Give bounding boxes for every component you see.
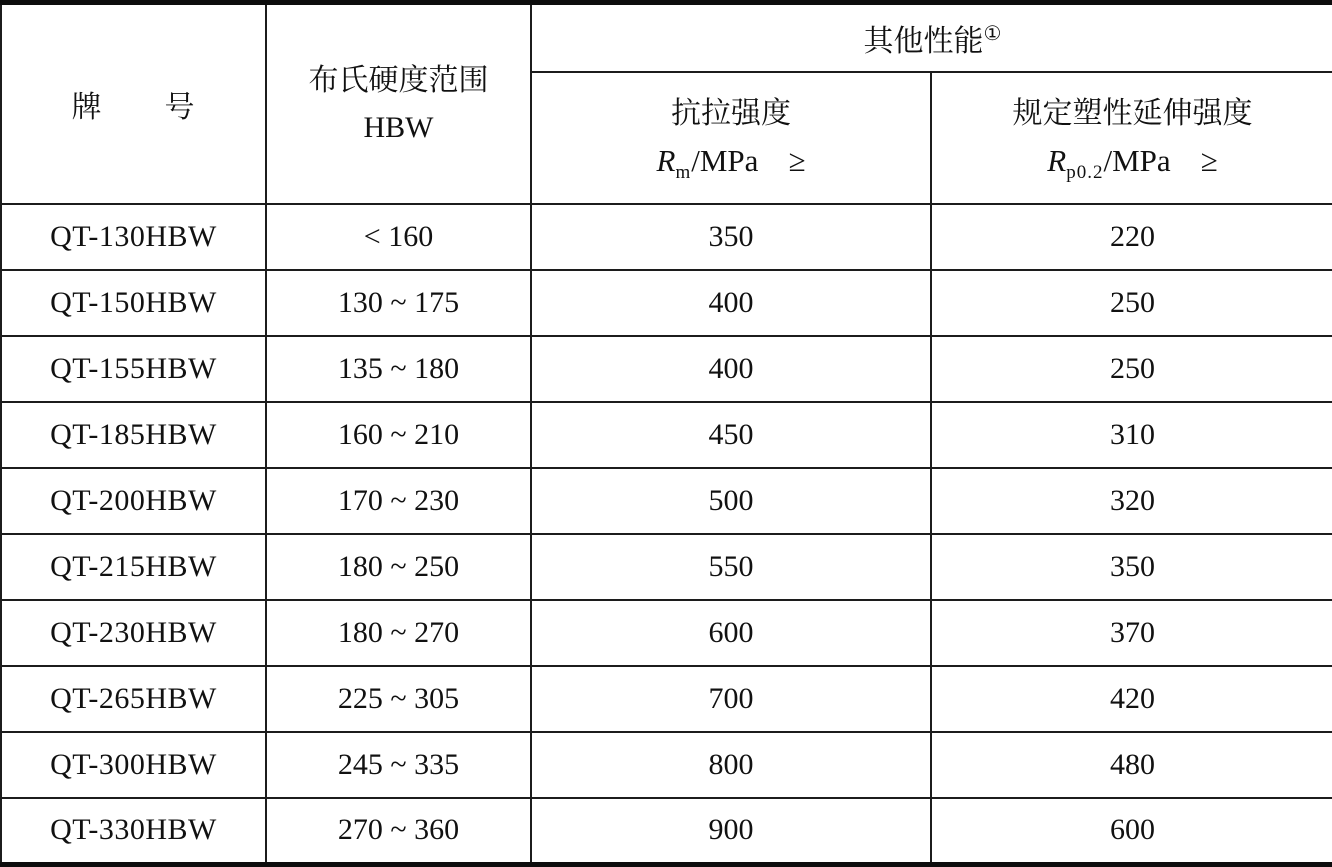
proof-subscript: p0.2 bbox=[1066, 162, 1104, 184]
cell-hardness: 135 ~ 180 bbox=[266, 336, 531, 402]
header-other-properties bbox=[531, 3, 1332, 73]
cell-grade: QT-200HBW bbox=[1, 468, 266, 534]
table-row bbox=[1, 666, 1332, 732]
cell-proof: 350 bbox=[931, 534, 1332, 600]
geq-symbol: ≥ bbox=[788, 143, 806, 179]
cell-proof: 420 bbox=[931, 666, 1332, 732]
header-other-properties-label: 其他性能 bbox=[863, 25, 984, 58]
cell-hardness: < 160 bbox=[266, 204, 531, 270]
cell-tensile: 800 bbox=[531, 732, 931, 798]
cell-grade: QT-185HBW bbox=[1, 402, 266, 468]
header-hardness-label: 布氏硬度范围 bbox=[308, 64, 489, 97]
table-row bbox=[1, 204, 1332, 270]
cell-tensile: 700 bbox=[531, 666, 931, 732]
cell-proof: 370 bbox=[931, 600, 1332, 666]
cell-proof: 320 bbox=[931, 468, 1332, 534]
cell-proof: 600 bbox=[931, 798, 1332, 864]
tensile-unit: /MPa bbox=[691, 143, 759, 179]
table-header bbox=[1, 3, 1332, 205]
proof-unit: /MPa bbox=[1103, 143, 1171, 179]
cell-tensile: 450 bbox=[531, 402, 931, 468]
geq-symbol: ≥ bbox=[1200, 143, 1218, 179]
cell-grade: QT-130HBW bbox=[1, 204, 266, 270]
footnote-mark: ① bbox=[983, 23, 1002, 45]
header-proof-title: 规定塑性延伸强度 bbox=[1012, 97, 1253, 131]
cell-tensile: 600 bbox=[531, 600, 931, 666]
table-row bbox=[1, 798, 1332, 864]
cell-tensile: 550 bbox=[531, 534, 931, 600]
cell-proof: 250 bbox=[931, 270, 1332, 336]
cell-tensile: 400 bbox=[531, 336, 931, 402]
cell-grade: QT-155HBW bbox=[1, 336, 266, 402]
cell-grade: QT-150HBW bbox=[1, 270, 266, 336]
cell-grade: QT-265HBW bbox=[1, 666, 266, 732]
cell-proof: 480 bbox=[931, 732, 1332, 798]
tensile-subscript: m bbox=[675, 162, 692, 184]
header-hardness bbox=[266, 3, 531, 205]
table-row bbox=[1, 732, 1332, 798]
header-proof-strength bbox=[931, 72, 1332, 204]
cell-proof: 310 bbox=[931, 402, 1332, 468]
table-body bbox=[1, 204, 1332, 864]
header-tensile-strength bbox=[531, 72, 931, 204]
header-hardness-unit: HBW bbox=[363, 111, 434, 144]
header-tensile-formula bbox=[656, 143, 806, 184]
table-row bbox=[1, 402, 1332, 468]
cell-hardness: 180 ~ 250 bbox=[266, 534, 531, 600]
header-proof-formula bbox=[1047, 143, 1218, 184]
cell-hardness: 180 ~ 270 bbox=[266, 600, 531, 666]
cell-proof: 250 bbox=[931, 336, 1332, 402]
tensile-symbol: R bbox=[656, 143, 676, 179]
cell-hardness: 160 ~ 210 bbox=[266, 402, 531, 468]
cell-tensile: 900 bbox=[531, 798, 931, 864]
cell-grade: QT-215HBW bbox=[1, 534, 266, 600]
cell-hardness: 170 ~ 230 bbox=[266, 468, 531, 534]
cell-tensile: 500 bbox=[531, 468, 931, 534]
cell-grade: QT-330HBW bbox=[1, 798, 266, 864]
cell-hardness: 270 ~ 360 bbox=[266, 798, 531, 864]
header-tensile-title: 抗拉强度 bbox=[671, 97, 791, 131]
cell-tensile: 400 bbox=[531, 270, 931, 336]
cell-tensile: 350 bbox=[531, 204, 931, 270]
cell-grade: QT-300HBW bbox=[1, 732, 266, 798]
table-row bbox=[1, 468, 1332, 534]
cell-hardness: 130 ~ 175 bbox=[266, 270, 531, 336]
table-row bbox=[1, 336, 1332, 402]
cell-hardness: 245 ~ 335 bbox=[266, 732, 531, 798]
table-row bbox=[1, 600, 1332, 666]
cell-grade: QT-230HBW bbox=[1, 600, 266, 666]
cell-hardness: 225 ~ 305 bbox=[266, 666, 531, 732]
table-row bbox=[1, 270, 1332, 336]
header-grade: 牌 号 bbox=[1, 3, 266, 205]
proof-symbol: R bbox=[1047, 143, 1067, 179]
table-row bbox=[1, 534, 1332, 600]
cell-proof: 220 bbox=[931, 204, 1332, 270]
